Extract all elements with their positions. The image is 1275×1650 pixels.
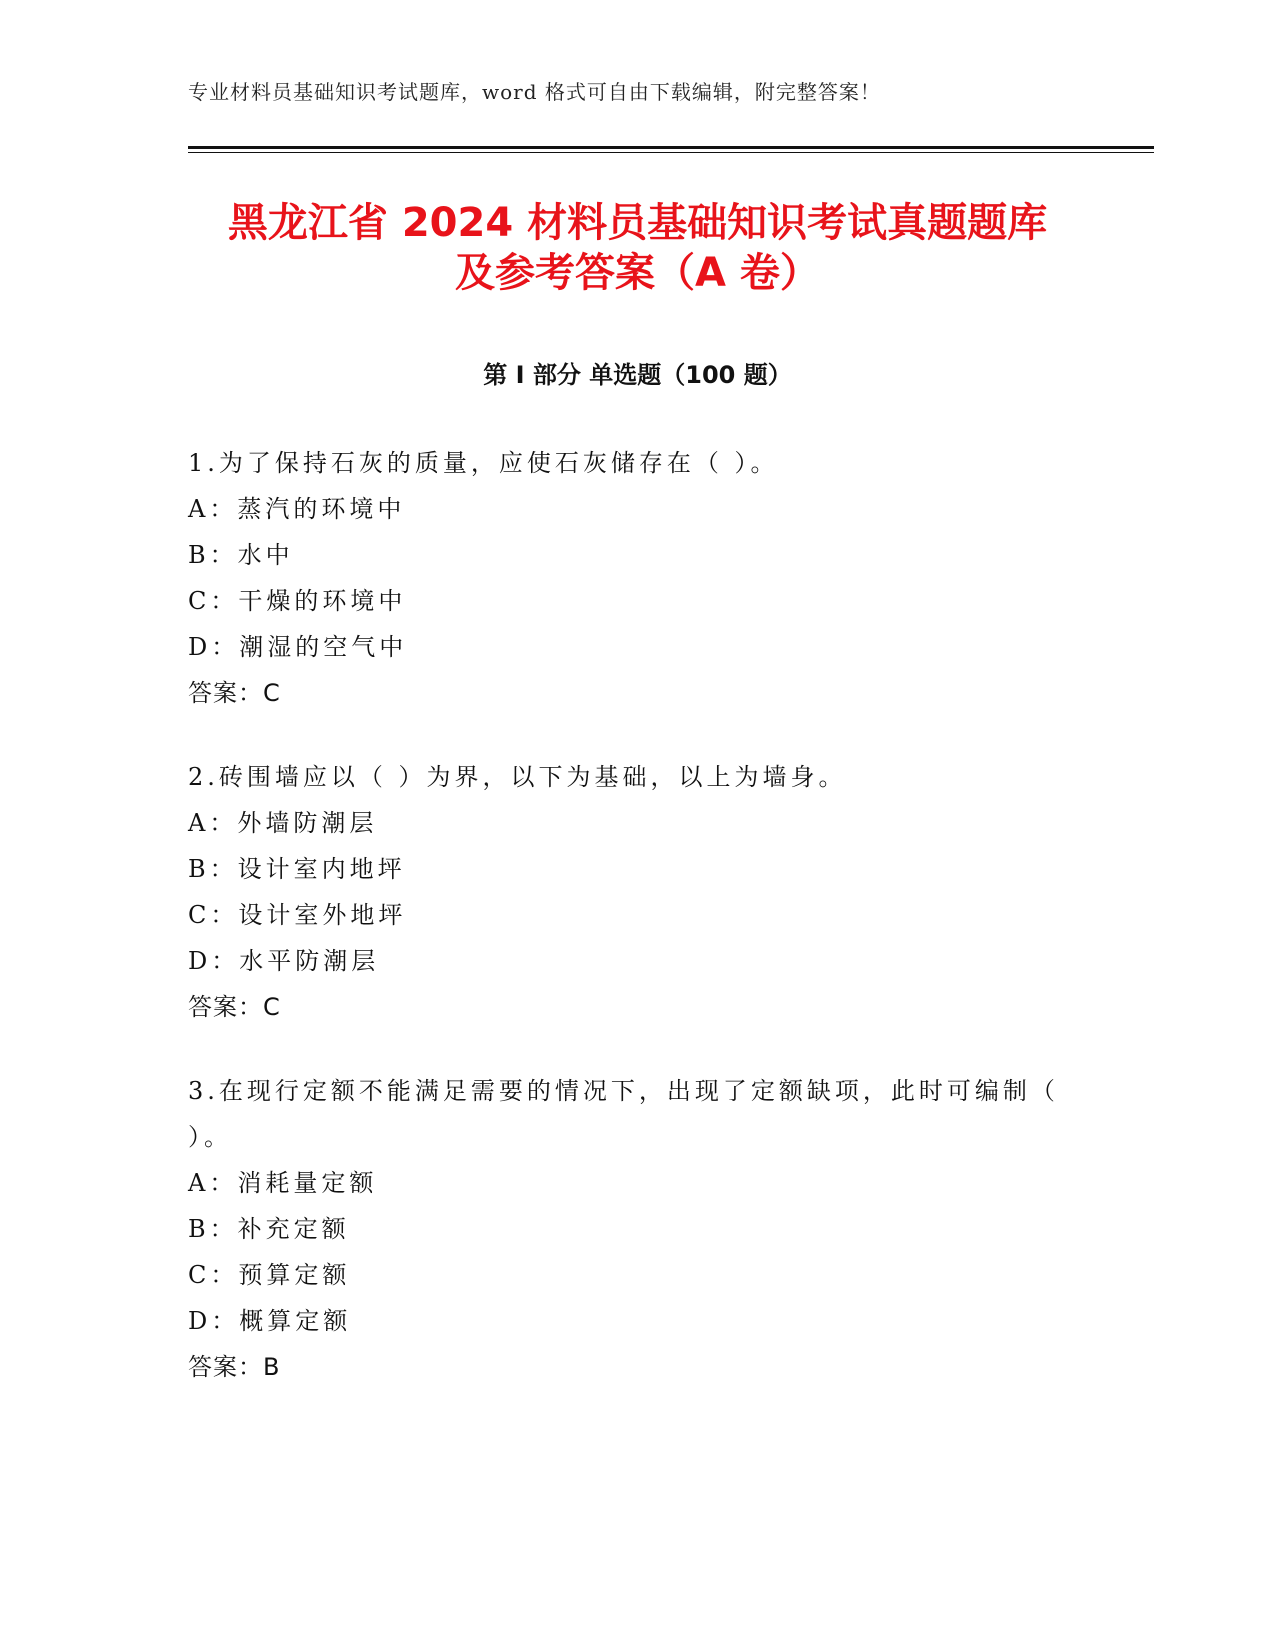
question-1 xyxy=(188,440,1068,716)
document-title-line-2: 及参考答案（A 卷） xyxy=(455,250,820,296)
option-d: D：水平防潮层 xyxy=(188,947,380,975)
question-list xyxy=(188,440,1068,1428)
header-rule-thick xyxy=(188,146,1154,149)
option-a: A：外墙防潮层 xyxy=(188,809,378,837)
document-title xyxy=(150,198,1125,298)
section-heading: 第 I 部分 单选题（100 题） xyxy=(483,361,792,389)
question-3 xyxy=(188,1068,1068,1390)
option-b: B：设计室内地坪 xyxy=(188,855,406,883)
document-title-line-1: 黑龙江省 2024 材料员基础知识考试真题题库 xyxy=(227,200,1048,246)
question-2 xyxy=(188,754,1068,1030)
option-b: B：补充定额 xyxy=(188,1215,350,1243)
question-stem: 1.为了保持石灰的质量，应使石灰储存在（ ）。 xyxy=(188,449,779,477)
answer-key: 答案：B xyxy=(188,1353,281,1381)
option-b: B：水中 xyxy=(188,541,294,569)
option-c: C：预算定额 xyxy=(188,1261,351,1289)
question-stem: 2.砖围墙应以（ ）为界，以下为基础，以上为墙身。 xyxy=(188,763,847,791)
header-rule-thin xyxy=(188,152,1154,153)
option-a: A：蒸汽的环境中 xyxy=(188,495,406,523)
option-c: C：设计室外地坪 xyxy=(188,901,407,929)
option-a: A：消耗量定额 xyxy=(188,1169,378,1197)
answer-key: 答案：C xyxy=(188,679,281,707)
option-d: D：概算定额 xyxy=(188,1307,352,1335)
option-c: C：干燥的环境中 xyxy=(188,587,407,615)
answer-key: 答案：C xyxy=(188,993,281,1021)
header-note: 专业材料员基础知识考试题库，word 格式可自由下载编辑，附完整答案！ xyxy=(188,80,881,104)
option-d: D：潮湿的空气中 xyxy=(188,633,408,661)
question-stem: 3.在现行定额不能满足需要的情况下，出现了定额缺项，此时可编制（ ）。 xyxy=(188,1077,1059,1151)
